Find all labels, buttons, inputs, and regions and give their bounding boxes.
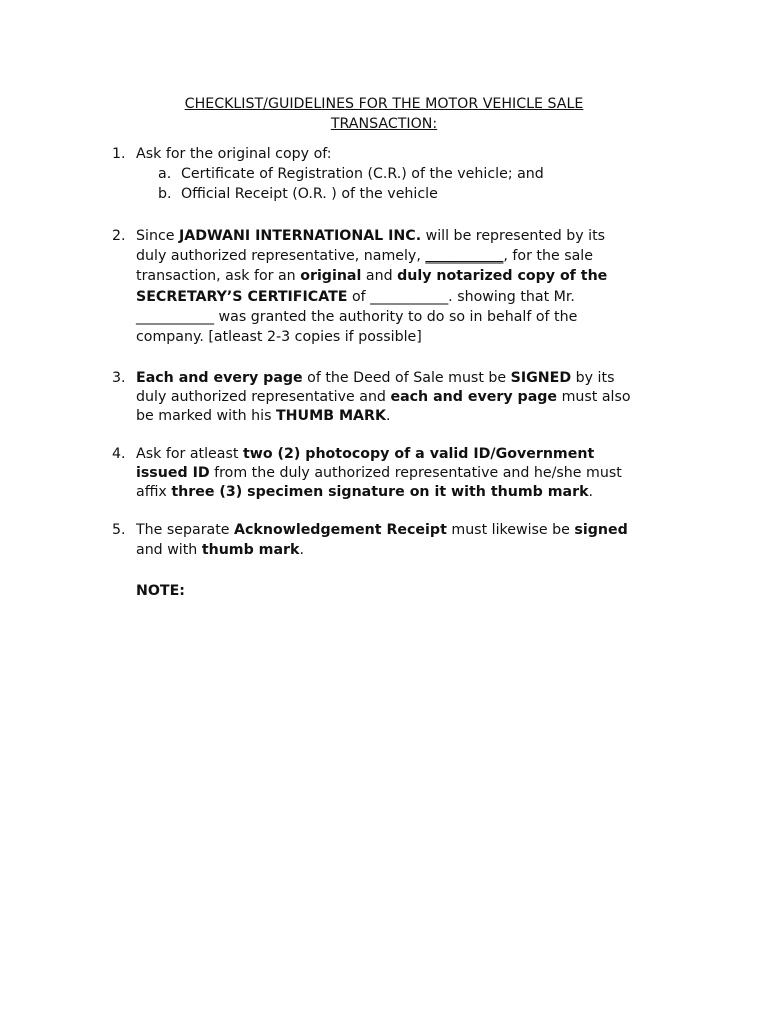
item-3-line-2	[136, 387, 631, 407]
item-5-line-1	[136, 520, 628, 540]
item-4-line-2	[136, 463, 622, 483]
bold-secretary-certificate: SECRETARY’S CERTIFICATE	[136, 289, 348, 305]
text-run: duly authorized representative, namely,	[136, 248, 426, 264]
text-run: transaction, ask for an	[136, 268, 301, 284]
text-run: The separate	[136, 522, 235, 538]
item-3-line-3	[136, 406, 390, 426]
text-run: , for the sale	[503, 248, 593, 264]
item-2-line-6: company. [atleast 2-3 copies if possible]	[136, 329, 422, 345]
item-1-number: 1.	[112, 146, 126, 162]
item-3-number: 3.	[112, 370, 126, 386]
text-run: must likewise be	[446, 522, 575, 538]
text-run: affix	[136, 484, 172, 500]
title-line-2: TRANSACTION:	[330, 116, 438, 132]
item-5-line-2	[136, 540, 304, 560]
text-run: and with	[136, 542, 202, 558]
item-1a-text: Certificate of Registration (C.R.) of the vehicle; and	[181, 166, 544, 182]
item-2-line-1	[136, 226, 605, 246]
item-2-line-2	[136, 246, 593, 266]
text-run: Since	[136, 228, 179, 244]
item-1b-letter: b.	[158, 186, 172, 202]
text-run: of ___________. showing that Mr.	[347, 289, 575, 305]
text-run: from the duly authorized representative and he/she must	[209, 465, 622, 481]
note-heading: NOTE:	[136, 583, 185, 599]
item-1b-text: Official Receipt (O.R. ) of the vehicle	[181, 186, 438, 202]
document-title	[100, 94, 668, 134]
item-2-line-3	[136, 266, 607, 286]
text-run: and	[361, 268, 398, 284]
title-line-1: CHECKLIST/GUIDELINES FOR THE MOTOR VEHICLE SALE	[184, 96, 584, 112]
text-run: .	[385, 408, 391, 424]
representative-blank: ___________	[425, 248, 504, 264]
bold-original: original	[300, 268, 362, 284]
item-1a-letter: a.	[158, 166, 172, 182]
bold-each-page: Each and every page	[136, 370, 303, 386]
item-3-line-1	[136, 368, 614, 388]
item-2-number: 2.	[112, 228, 126, 244]
item-5-number: 5.	[112, 522, 126, 538]
bold-signed: SIGNED	[510, 370, 572, 386]
item-4-line-1	[136, 444, 594, 464]
text-run: .	[299, 542, 304, 558]
item-4-number: 4.	[112, 446, 126, 462]
text-run: of the Deed of Sale must be	[302, 370, 511, 386]
text-run: duly authorized representative and	[136, 389, 391, 405]
bold-acknowledgement-receipt: Acknowledgement Receipt	[234, 522, 447, 538]
text-run: by its	[571, 370, 615, 386]
bold-photocopy-id: two (2) photocopy of a valid ID/Government	[242, 446, 595, 462]
bold-specimen-signature: three (3) specimen signature on it with thumb mark	[171, 484, 589, 500]
text-run: be marked with his	[136, 408, 276, 424]
item-4-line-3	[136, 482, 593, 502]
bold-thumb-mark-lower: thumb mark	[201, 542, 300, 558]
text-run: must also	[557, 389, 631, 405]
text-run: .	[588, 484, 594, 500]
item-1-text: Ask for the original copy of:	[136, 146, 332, 162]
company-name: JADWANI INTERNATIONAL INC.	[178, 228, 422, 244]
bold-signed-lower: signed	[574, 522, 628, 538]
bold-notarized-copy: duly notarized copy of the	[397, 268, 608, 284]
item-2-line-4	[136, 287, 575, 307]
bold-each-page-2: each and every page	[390, 389, 558, 405]
item-2-line-5: ___________ was granted the authority to do so in behalf of the	[136, 309, 578, 325]
text-run: will be represented by its	[421, 228, 606, 244]
text-run: Ask for atleast	[136, 446, 243, 462]
bold-thumb-mark: THUMB MARK	[276, 408, 386, 424]
bold-issued-id: issued ID	[136, 465, 210, 481]
